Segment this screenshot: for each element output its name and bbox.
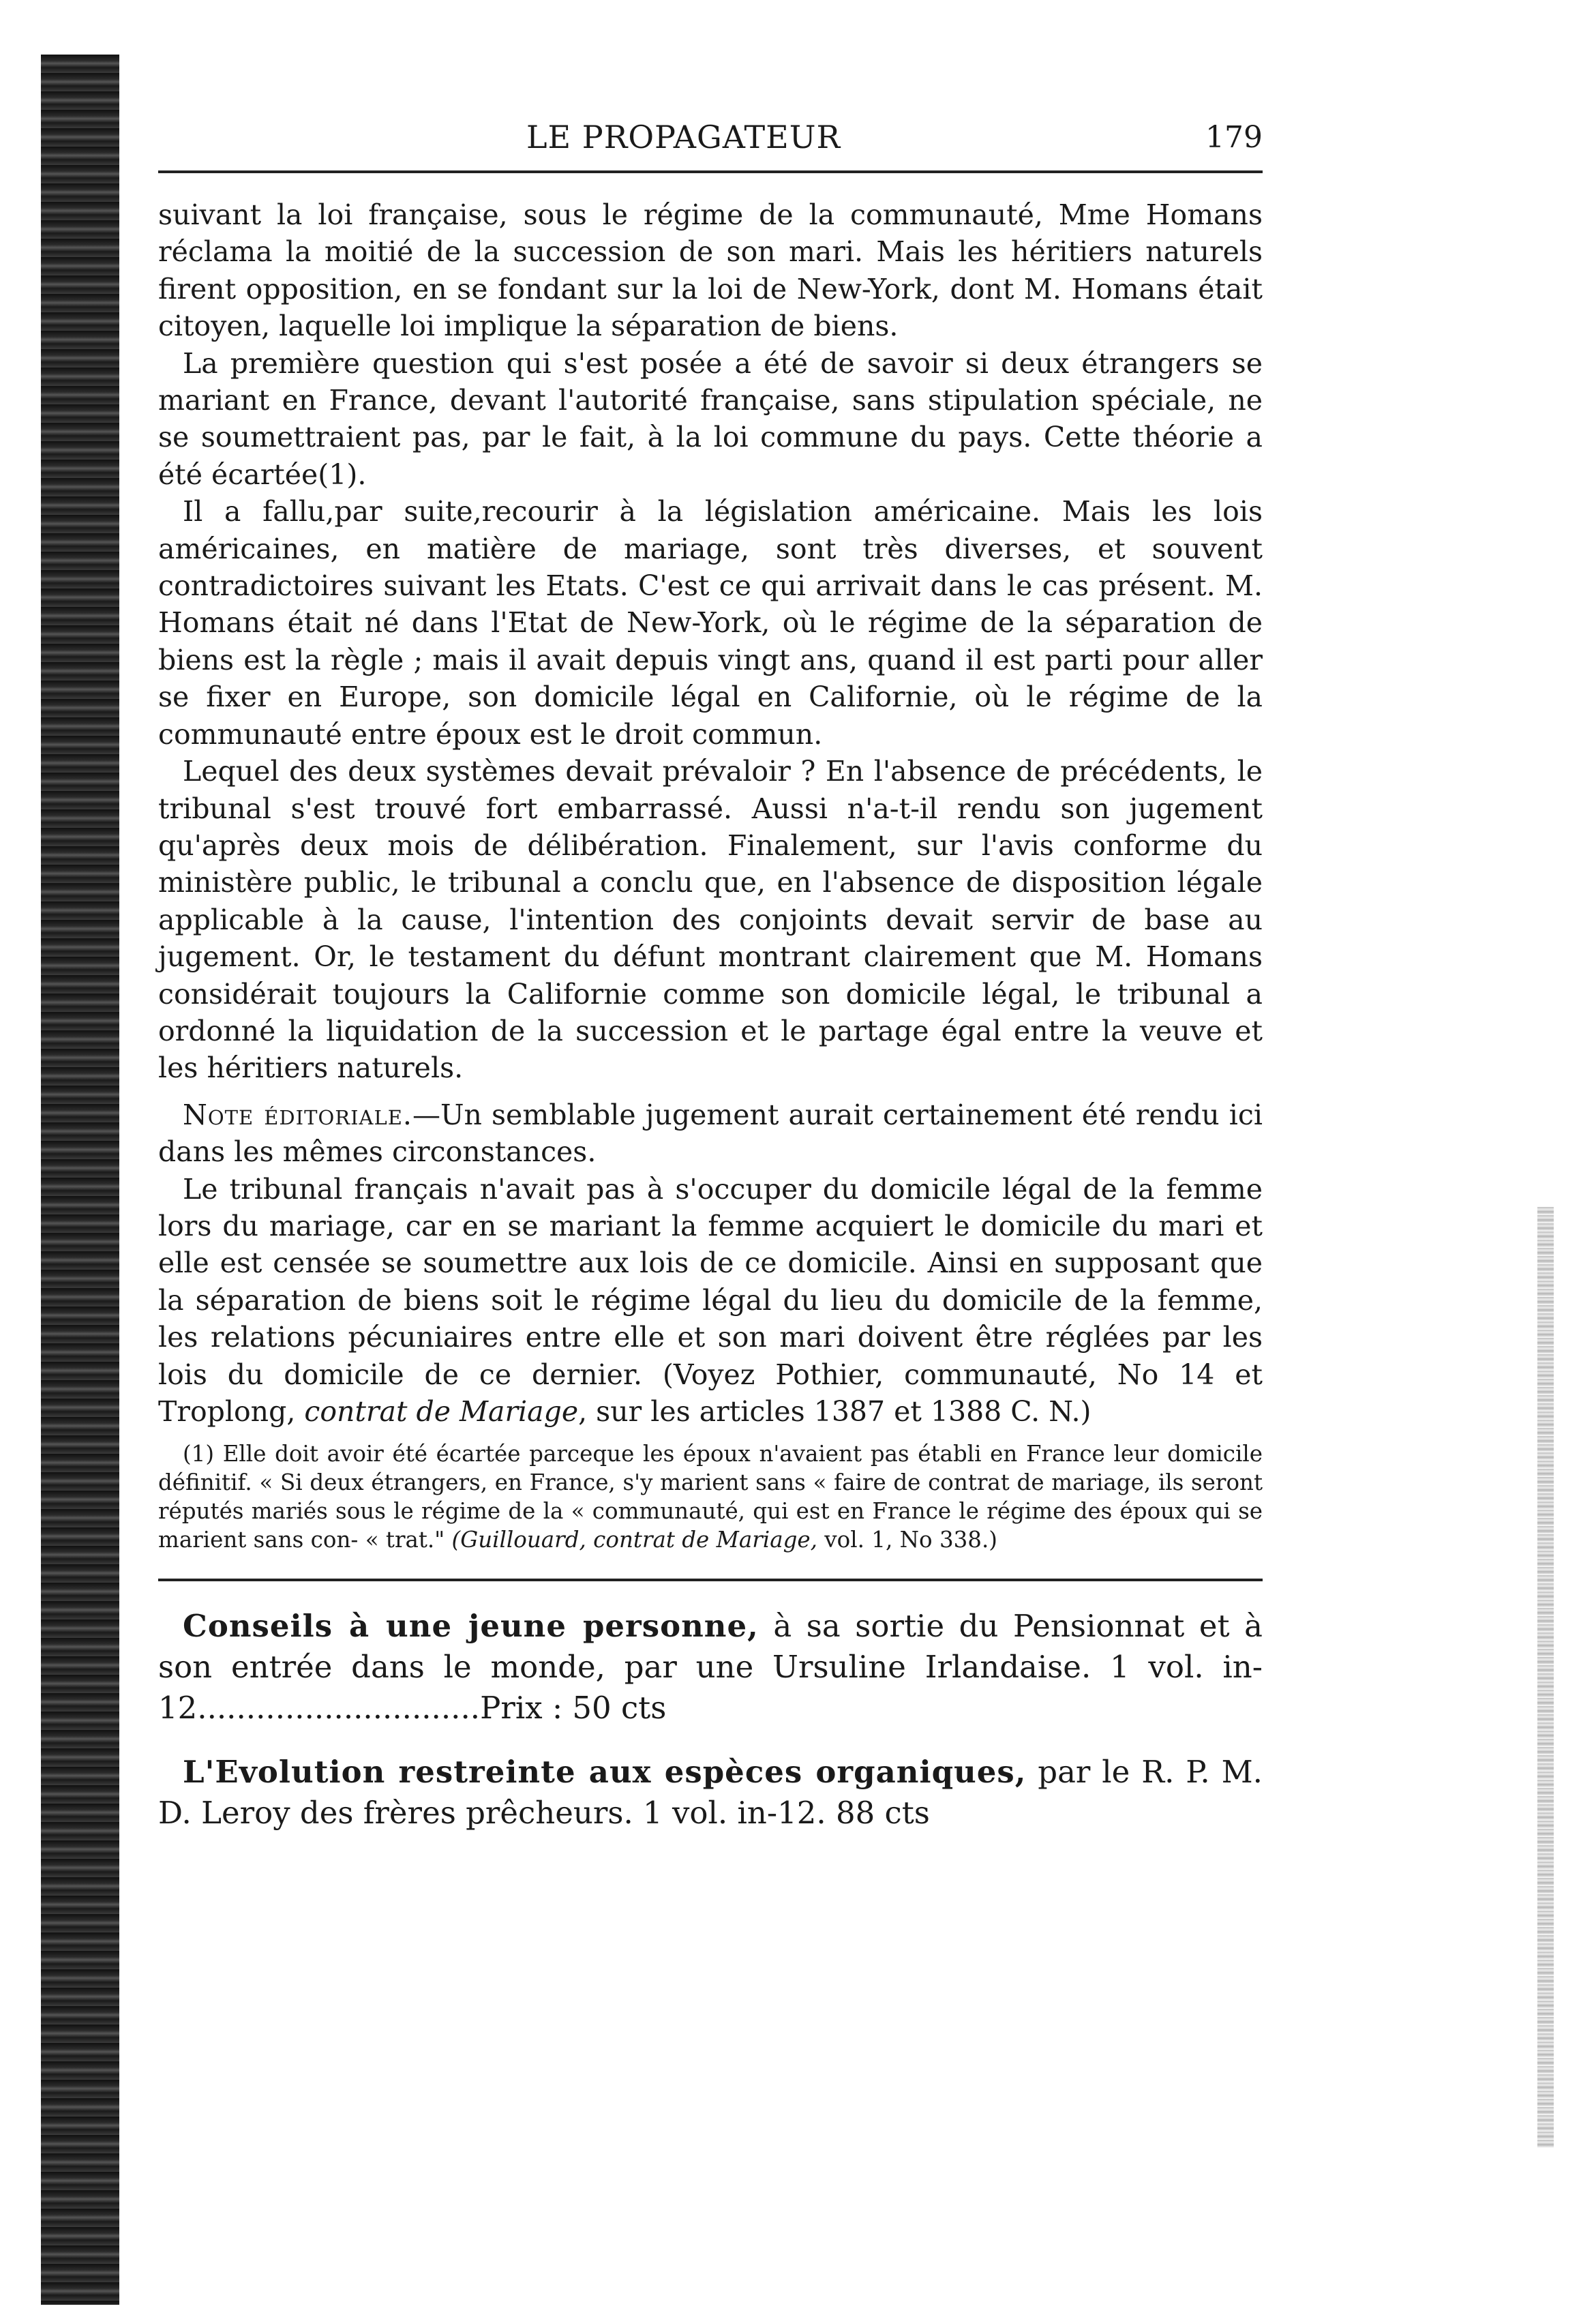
note-text: —Un semblable jugement aurait certainement été rendu ici dans les mêmes circonstances. — [158, 1098, 1263, 1169]
footnote-source-rest: vol. 1, No 338.) — [817, 1527, 997, 1553]
ad-text: par le R. P. M. D. Leroy des frères prêcheurs. 1 vol. in-12. 88 cts — [158, 1754, 1263, 1832]
running-title: LE PROPAGATEUR — [526, 119, 841, 155]
ad-text: à sa sortie du Pensionnat et à son entrée dans le monde, par une Ursuline Irlandaise. 1 vol. in-12.............................Prix : 50 cts — [158, 1608, 1263, 1727]
note-label: Note éditoriale. — [183, 1098, 412, 1131]
book-binding-edge — [41, 55, 119, 2305]
book-advertisement — [158, 1752, 1263, 1834]
footnote-body: (1) Elle doit avoir été écartée parceque les époux n'avaient pas établi en France leur domicile définitif. « Si deux étrangers, en France, s'y marient sans « faire de contrat de mariage, ils seront réputés mariés sous le régime de la « communauté, qui est en France le régime des époux qui se marient sans con- « trat." — [158, 1441, 1263, 1553]
footnote-text — [158, 1439, 1263, 1554]
editorial-note — [158, 1096, 1263, 1431]
footnote-source: (Guillouard, contrat de Mariage, — [451, 1527, 817, 1553]
section-rule — [158, 1579, 1263, 1581]
note-paragraph — [158, 1171, 1263, 1431]
ad-title: L'Evolution restreinte aux espèces organiques, — [183, 1754, 1027, 1791]
note-ref-author: Troplong, — [158, 1395, 305, 1428]
ad-title: Conseils à une jeune personne, — [183, 1608, 759, 1645]
ad-line — [158, 1606, 1263, 1729]
paragraph: La première question qui s'est posée a été de savoir si deux étrangers se mariant en France, devant l'autorité française, sans stipulation spéciale, ne se soumettraient pas, par le fait, à la loi commune du pays. Cette théorie a été écartée(1). — [158, 346, 1263, 491]
header-rule — [158, 170, 1263, 173]
paragraph: suivant la loi française, sous le régime de la communauté, Mme Homans réclama la moitié de la succession de son mari. Mais les héritiers naturels firent opposition, en se fondant sur la loi de New-York, dont M. Homans était citoyen, laquelle loi implique la séparation de biens. — [158, 198, 1263, 343]
book-advertisement — [158, 1606, 1263, 1729]
page — [158, 102, 1263, 1834]
paragraph: Lequel des deux systèmes devait prévaloir ? En l'absence de précédents, le tribunal s'est trouvé fort embarrassé. Aussi n'a-t-il rendu son jugement qu'après deux mois de délibération. Finalement, sur l'avis conforme du ministère public, le tribunal a conclu que, en l'absence de disposition légale applicable à la cause, l'intention des conjoints devait servir de base au jugement. Or, le testament du défunt montrant clairement que M. Homans considérait toujours la Californie comme son domicile légal, le tribunal a ordonné la liquidation de la succession et le partage égal entre la veuve et les héritiers naturels. — [158, 755, 1263, 1085]
note-intro — [158, 1096, 1263, 1171]
ad-line — [158, 1752, 1263, 1834]
note-ref-rest: , sur les articles 1387 et 1388 C. N.) — [578, 1395, 1091, 1428]
page-edge-shadow — [1537, 1207, 1554, 2148]
footnote — [158, 1439, 1263, 1554]
paragraph: Il a fallu,par suite,recourir à la législation américaine. Mais les lois américaines, en matière de mariage, sont très diverses, et souvent contradictoires suivant les Etats. C'est ce qui arrivait dans le cas présent. M. Homans était né dans l'Etat de New-York, où le régime de la séparation de biens est la règle ; mais il avait depuis vingt ans, quand il est parti pour aller se fixer en Europe, son domicile légal en Californie, où le régime de la communauté entre époux est le droit commun. — [158, 495, 1263, 751]
page-header — [158, 102, 1263, 168]
note-ref-title: contrat de Mariage — [304, 1395, 579, 1428]
page-number: 179 — [1205, 120, 1263, 155]
note-paragraph-text: Le tribunal français n'avait pas à s'occuper du domicile légal de la femme lors du mariage, car en se mariant la femme acquiert le domicile du mari et elle est censée se soumettre aux lois de ce domicile. Ainsi en supposant que la séparation de biens soit le régime légal du lieu du domicile de la femme, les relations pécuniaires entre elle et son mari doivent être réglées par les lois du domicile de ce dernier. (Voyez Pothier, communauté, No 14 et — [158, 1172, 1263, 1391]
article-body — [158, 196, 1263, 1087]
